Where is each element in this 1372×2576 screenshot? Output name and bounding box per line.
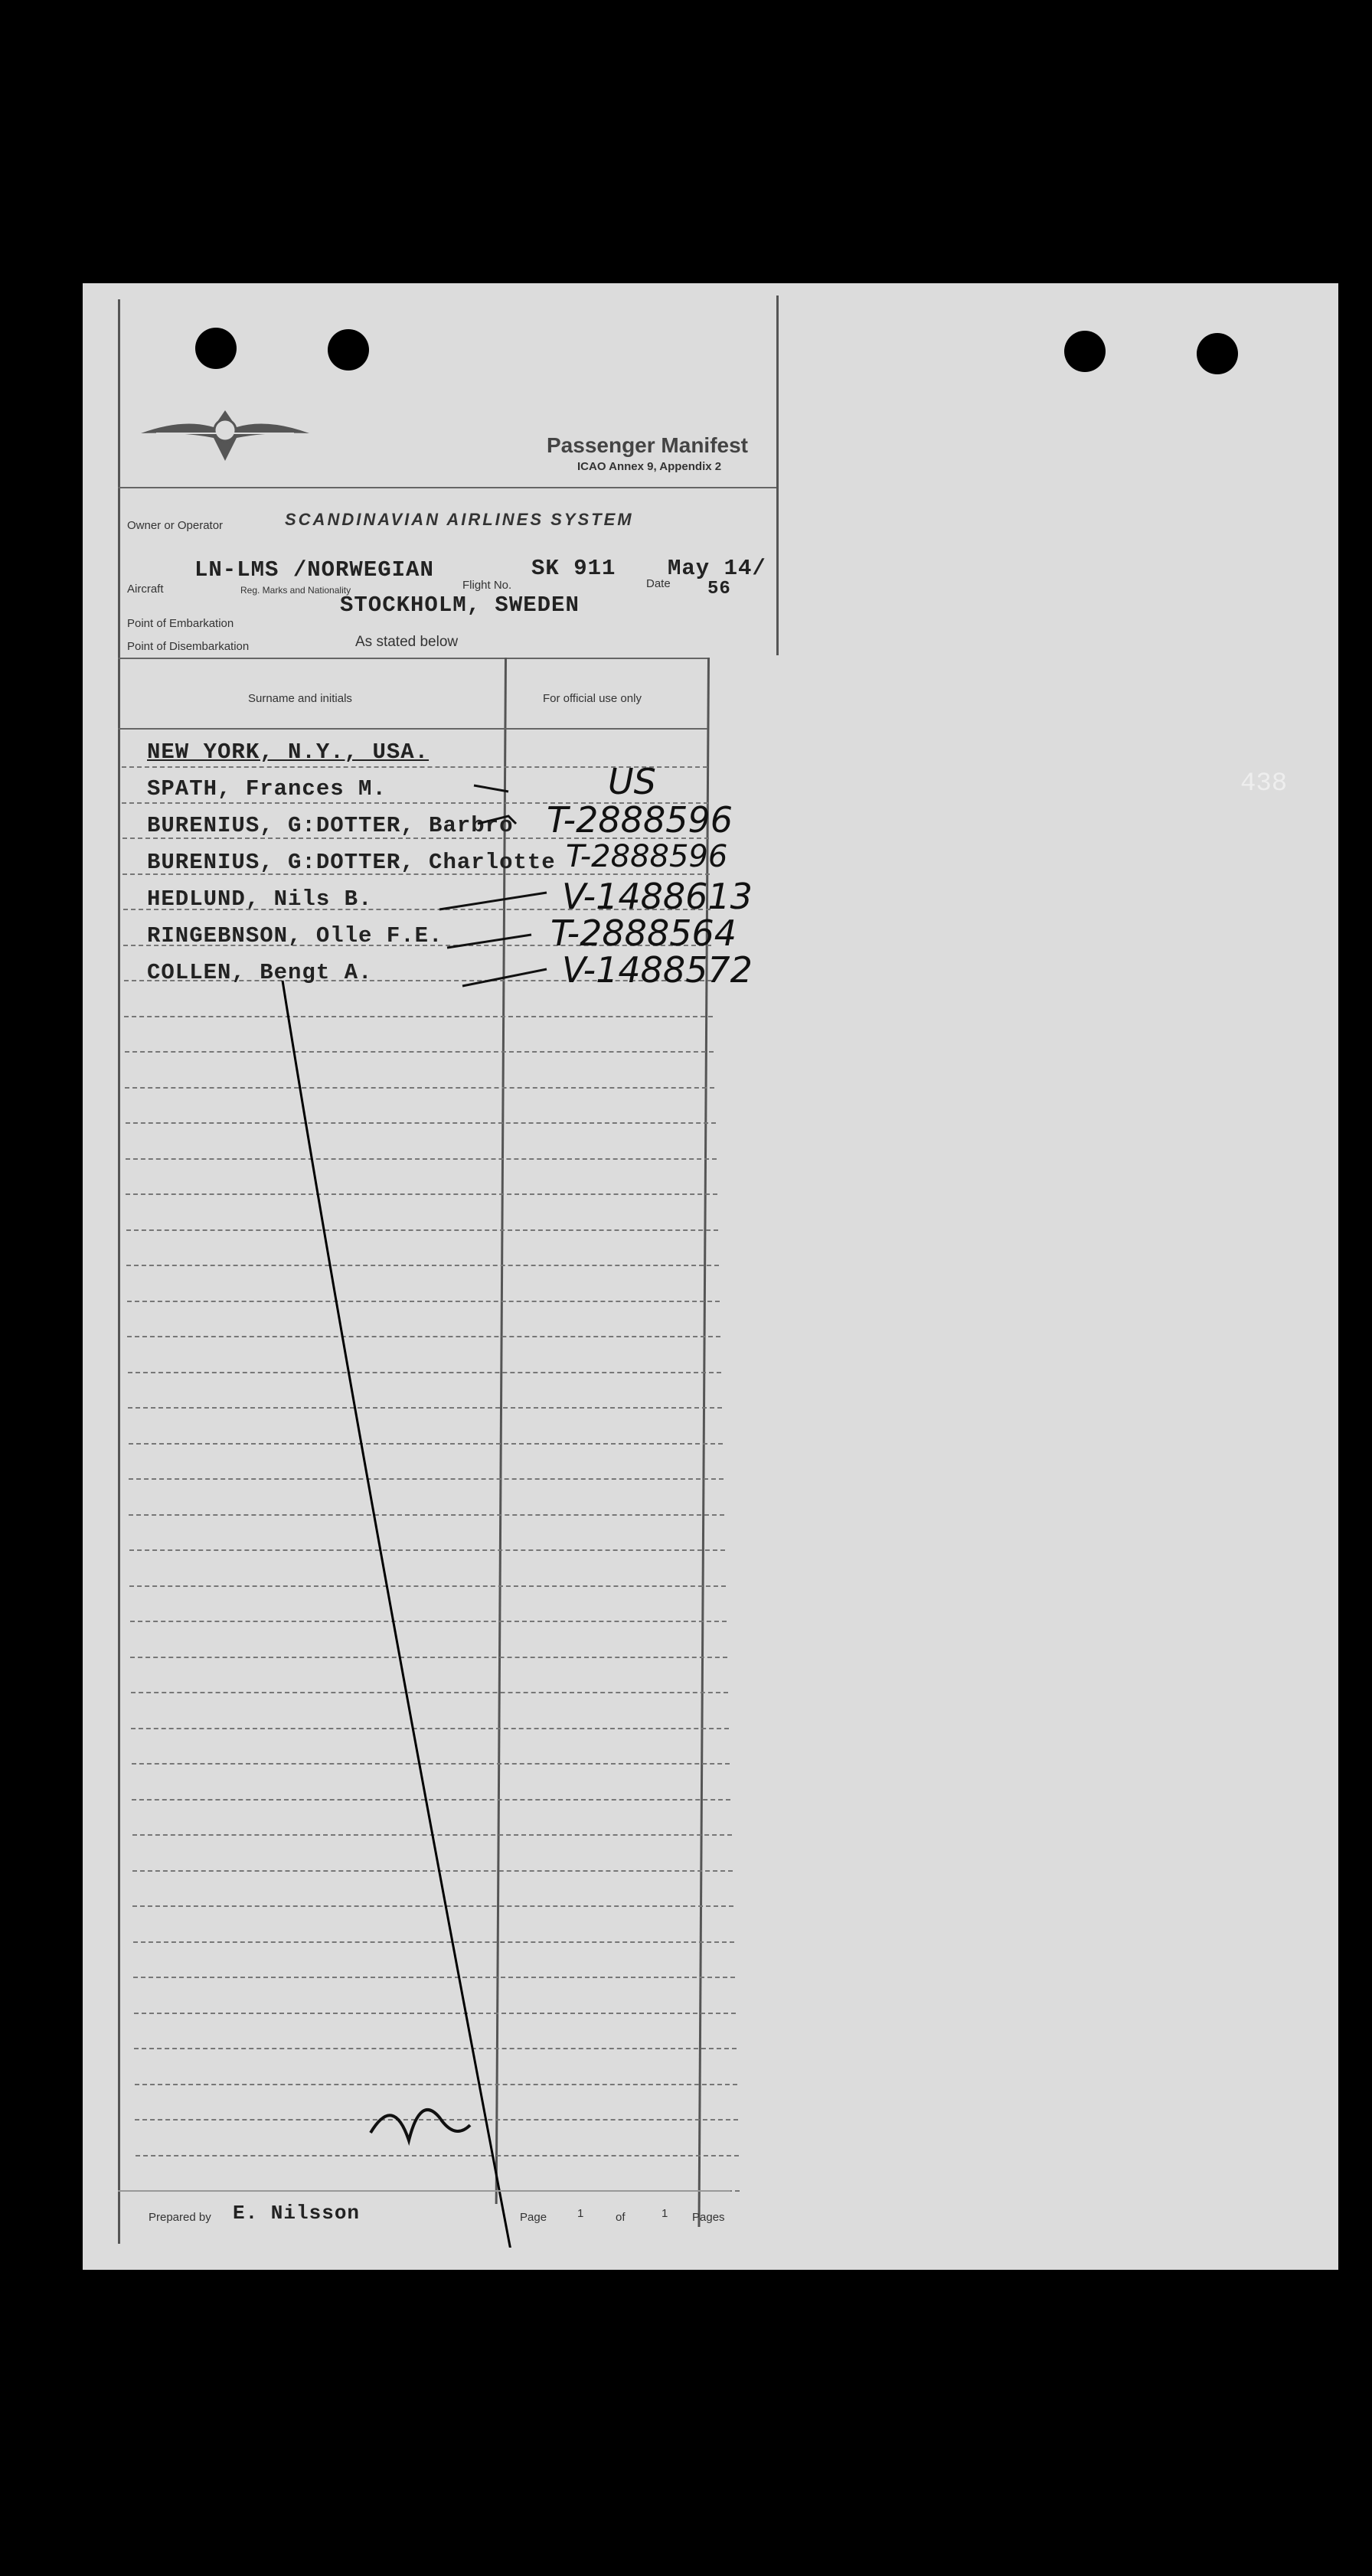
of-value: 1: [662, 2207, 668, 2220]
col-official-header: For official use only: [543, 692, 642, 705]
footer-rule: [118, 2190, 730, 2192]
passenger-official: T-2888596: [547, 799, 733, 841]
pages-label: Pages: [692, 2211, 725, 2224]
col-names-header: Surname and initials: [248, 692, 352, 705]
owner-label: Owner or Operator: [127, 519, 224, 532]
owner-value: SCANDINAVIAN AIRLINES SYSTEM: [285, 510, 634, 529]
flight-label: Flight No.: [462, 579, 512, 592]
manifest-subtitle: ICAO Annex 9, Appendix 2: [577, 460, 722, 473]
date-label: Date: [646, 577, 671, 590]
passenger-name: RINGEBNSON, Olle F.E.: [147, 923, 443, 948]
passenger-name: SPATH, Frances M.: [147, 776, 387, 802]
page-label: Page: [520, 2211, 547, 2224]
embarkation-value: STOCKHOLM, SWEDEN: [340, 593, 580, 618]
passenger-official: T-2888564: [550, 913, 737, 954]
destination: NEW YORK, N.Y., USA.: [147, 739, 430, 765]
embarkation-label: Point of Embarkation: [127, 617, 234, 630]
aircraft-label: Aircraft: [127, 583, 164, 596]
manifest-sheet: [83, 283, 1338, 2270]
passenger-official: US: [608, 761, 656, 802]
aircraft-sublabel: Reg. Marks and Nationality: [240, 585, 351, 596]
passenger-official: V-1488613: [562, 876, 753, 917]
passenger-name: HEDLUND, Nils B.: [147, 886, 373, 912]
archive-page-number: 438: [1240, 769, 1288, 798]
handwritten-marks: [118, 288, 784, 2248]
flight-value: SK 911: [531, 556, 616, 581]
manifest-title: Passenger Manifest: [547, 433, 748, 457]
passenger-name: COLLEN, Bengt A.: [147, 960, 373, 985]
punch-hole: [1064, 331, 1106, 372]
prepared-label: Prepared by: [149, 2211, 211, 2224]
disembarkation-label: Point of Disembarkation: [127, 640, 250, 653]
disembarkation-value: As stated below: [355, 634, 459, 650]
passenger-name: BURENIUS, G:DOTTER, Charlotte: [147, 850, 556, 875]
passenger-name: BURENIUS, G:DOTTER, Barbro: [147, 813, 514, 838]
date-value: May 14/: [668, 556, 766, 581]
passenger-manifest-form: [118, 288, 784, 2248]
page-value: 1: [577, 2207, 584, 2220]
date-year: 56: [707, 579, 731, 599]
passenger-official: T-2888596: [566, 839, 728, 874]
prepared-value: E. Nilsson: [233, 2202, 361, 2225]
punch-hole: [1197, 333, 1238, 374]
passenger-official: V-1488572: [562, 949, 753, 991]
of-label: of: [616, 2211, 626, 2224]
aircraft-value: LN-LMS /NORWEGIAN: [194, 557, 434, 583]
